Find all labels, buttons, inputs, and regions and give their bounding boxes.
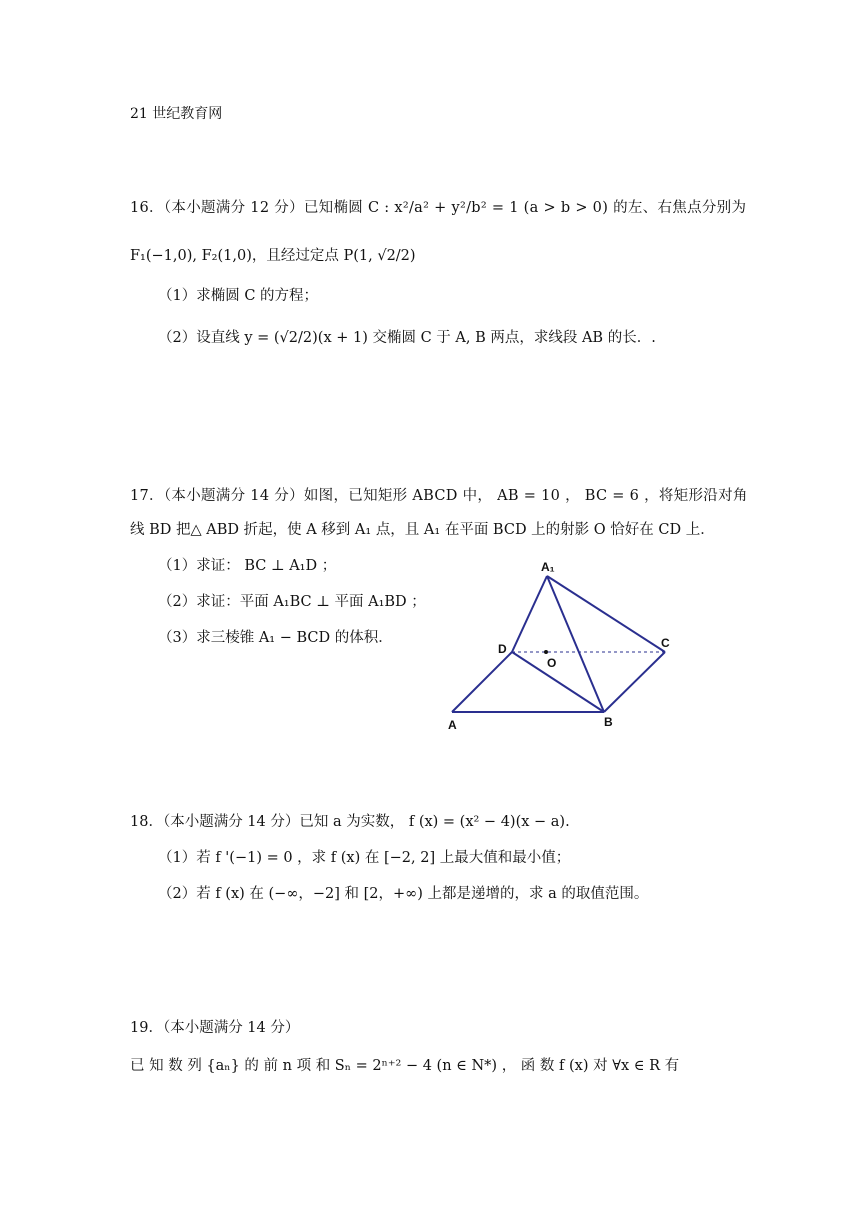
edge-a1-c [547,576,665,652]
q18-part1: （1）若 f '(−1) = 0 ，求 f (x) 在 [−2, 2] 上最大值和最小值； [158,850,571,866]
q17-stem-line2: 线 BD 把△ ABD 折起，使 A 移到 A₁ 点，且 A₁ 在平面 BCD 上的射影 O 恰好在 CD 上． [130,522,715,538]
edge-d-b [512,652,604,712]
label-a: A [448,718,457,732]
edge-a1-b [547,576,604,712]
q17-part1: （1）求证： BC ⊥ A₁D ； [158,558,337,574]
q18-part2: （2）若 f (x) 在 (−∞，−2] 和 [2，+∞) 上都是递增的，求 a 的取值范围。 [158,886,649,902]
label-d: D [498,642,507,656]
q17-part3: （3）求三棱锥 A₁ − BCD 的体积． [158,630,393,646]
folded-rectangle-figure [440,556,680,736]
label-o: O [547,656,557,670]
q16-part1: （1）求椭圆 C 的方程； [158,288,319,304]
q16-stem-line1: 16．（本小题满分 12 分）已知椭圆 C : x²/a² + y²/b² = 1 (a > b > 0) 的左、右焦点分别为 [130,200,747,216]
q16-stem-line2: F₁(−1,0), F₂(1,0)，且经过定点 P(1, √2/2) [130,248,416,264]
q19-stem-line2: 已 知 数 列 {aₙ} 的 前 n 项 和 Sₙ = 2ⁿ⁺² − 4 (n ∈ N*) ， 函 数 f (x) 对 ∀x ∈ R 有 [130,1058,680,1074]
q17-stem-line1: 17．（本小题满分 14 分）如图，已知矩形 ABCD 中， AB = 10 ， BC = 6 ，将矩形沿对角 [130,488,748,504]
label-a1: A₁ [541,560,555,574]
q18-stem: 18．（本小题满分 14 分）已知 a 为实数， f (x) = (x² − 4)(x − a). [130,814,570,830]
edge-a-d [452,652,512,712]
page-header: 21 世纪教育网 [130,106,223,122]
edge-a1-d [512,576,547,652]
q19-stem-line1: 19．（本小题满分 14 分） [130,1020,300,1036]
edge-b-c [604,652,665,712]
label-b: B [604,715,613,729]
q17-part2: （2）求证：平面 A₁BC ⊥ 平面 A₁BD ； [158,594,426,610]
label-c: C [661,636,670,650]
point-o [544,650,548,654]
q16-part2: （2）设直线 y = (√2/2)(x + 1) 交椭圆 C 于 A, B 两点，求线段 AB 的长．. [158,330,656,346]
